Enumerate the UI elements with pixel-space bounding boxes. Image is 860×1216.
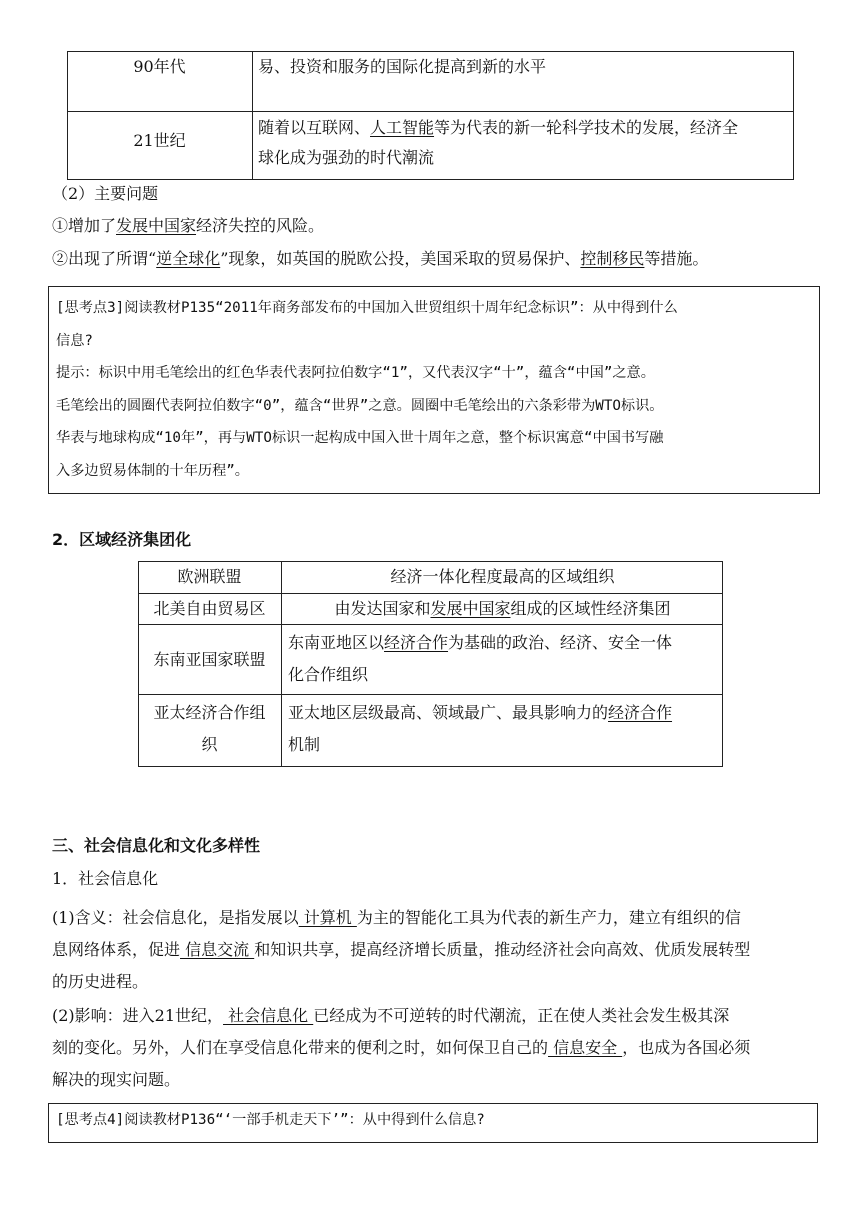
think-point-3-line: 毛笔绘出的圆圈代表阿拉伯数字“0”，蕴含“世界”之意。圆圈中毛笔绘出的六条彩带为WTO标识。 (56, 397, 664, 414)
regional-blocs-table (138, 561, 723, 767)
ai-term: 人工智能 (370, 118, 435, 137)
globalization-table (67, 51, 794, 180)
think-point-3-line: [思考点3]阅读教材P135“2011年商务部发布的中国加入世贸组织十周年纪念标识”：从中得到什么 (56, 300, 678, 316)
bloc-desc: 经济一体化程度最高的区域组织 (390, 567, 615, 586)
think-point-3-line: 华表与地球构成“10年”，再与WTO标识一起构成中国入世十周年之意，整个标识寓意“中国书写融 (56, 430, 664, 446)
bloc-desc: 由发达国家和发展中国家组成的区域性经济集团 (334, 599, 671, 618)
definition-paragraph: (1)含义：社会信息化，是指发展以 计算机 为主的智能化工具为代表的新生产力，建立有组织的信 息网络体系，促进 信息交流 和知识共享，提高经济增长质量，推动经济社会向高效、优质发展转型 的历史进程。 (52, 908, 751, 991)
impact-paragraph: (2)影响：进入21世纪， 社会信息化 已经成为不可逆转的时代潮流，正在使人类社会发生极其深 刻的变化。另外，人们在享受信息化带来的便利之时，如何保卫自己的 信息安全 ，也成为各国必须 解决的现实问题。 (52, 1006, 751, 1089)
bloc-name: 北美自由贸易区 (153, 599, 266, 618)
bloc-desc: 东南亚地区以经济合作为基础的政治、经济、安全一体 化合作组织 (288, 633, 673, 684)
problem-item-1: ①增加了发展中国家经济失控的风险。 (52, 216, 325, 235)
era-21c: 21世纪 (133, 131, 186, 150)
era-21c-text: 随着以互联网、人工智能等为代表的新一轮科学技术的发展，经济全 球化成为强劲的时代潮流 (258, 118, 739, 167)
bloc-name: 东南亚国家联盟 (153, 650, 266, 669)
think-point-3-line: 入多边贸易体制的十年历程”。 (56, 462, 249, 479)
era-90s: 90年代 (133, 57, 186, 76)
era-90s-text: 易、投资和服务的国际化提高到新的水平 (258, 57, 547, 76)
problem-item-2: ②出现了所谓“逆全球化”现象，如英国的脱欧公投，美国采取的贸易保护、控制移民等措施。 (52, 249, 709, 268)
bloc-name: 欧洲联盟 (177, 567, 242, 586)
section-3-heading: 三、社会信息化和文化多样性 (52, 836, 261, 855)
think-point-4-text: [思考点4]阅读教材P136“‘一部手机走天下’”：从中得到什么信息? (56, 1112, 485, 1128)
bloc-name: 亚太经济合作组 织 (153, 703, 266, 754)
think-point-4-box (48, 1103, 818, 1143)
bloc-desc: 亚太地区层级最高、领域最广、最具影响力的经济合作 机制 (288, 703, 673, 754)
problems-heading: （2）主要问题 (52, 184, 159, 203)
think-point-3-line: 信息? (56, 332, 93, 349)
think-point-3-box (48, 286, 820, 494)
section-2-heading: 2．区域经济集团化 (52, 530, 192, 549)
think-point-3-line: 提示：标识中用毛笔绘出的红色华表代表阿拉伯数字“1”，又代表汉字“十”，蕴含“中国”之意。 (56, 365, 655, 381)
section-3-subheading: 1．社会信息化 (52, 869, 159, 888)
